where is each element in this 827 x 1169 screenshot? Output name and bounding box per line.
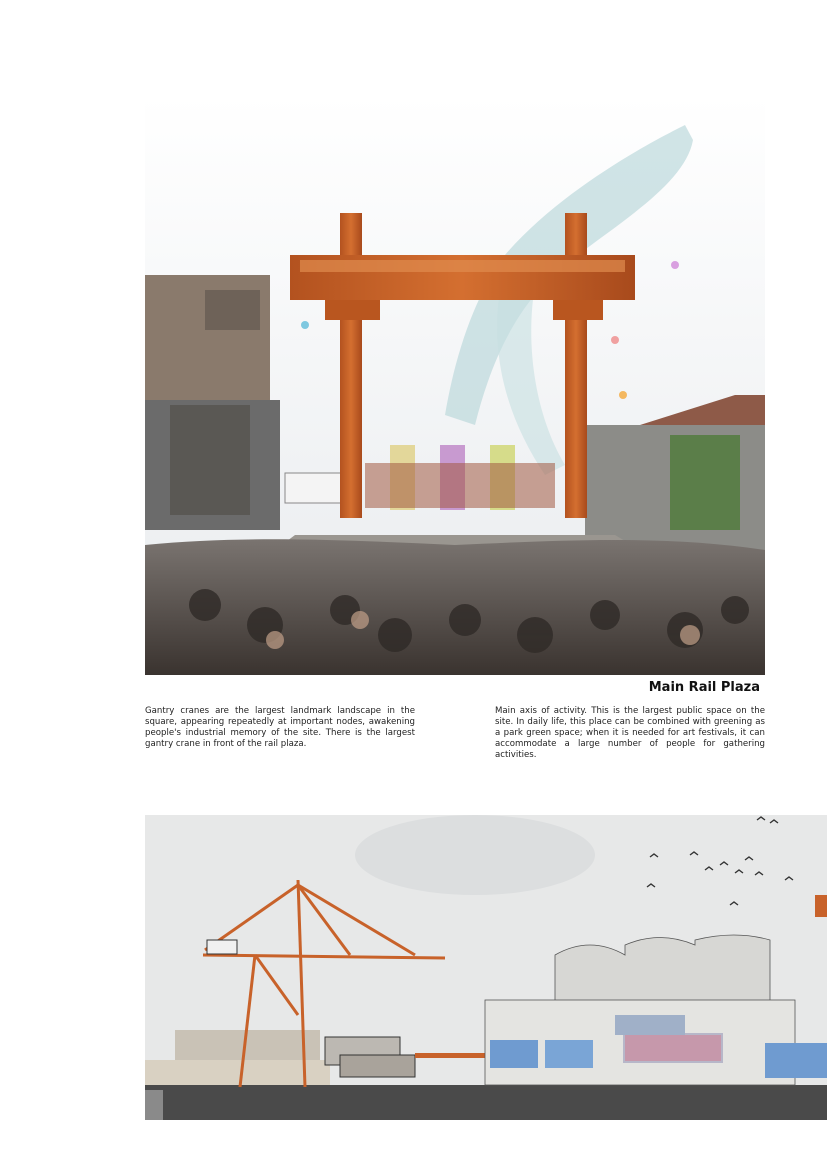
blue-glazing: [765, 1043, 827, 1078]
back-wall: [365, 463, 555, 508]
boxed-unit: [340, 1055, 415, 1077]
crane-fragment: [815, 895, 827, 917]
ground-edge: [145, 1090, 163, 1120]
balloon: [301, 321, 309, 329]
crowd: [145, 539, 765, 675]
plaza-rendering-svg: [145, 95, 765, 675]
plaza-rendering: [145, 95, 765, 675]
site-section-svg: [145, 815, 827, 1120]
stage: [285, 473, 345, 503]
glazing: [615, 1015, 685, 1035]
ground: [145, 1085, 827, 1120]
description-left: Gantry cranes are the largest landmark landscape in the square, appearing repeatedly at important nodes, awakening people's industrial memory of the site. There is the largest gantry crane in front of the rail plaza.: [145, 706, 415, 749]
low-building: [145, 1060, 330, 1085]
crane-bracket-left: [325, 300, 380, 320]
green-wall: [670, 435, 740, 530]
blue-glazing: [490, 1040, 538, 1068]
mid-building: [175, 1030, 320, 1060]
balloon: [611, 336, 619, 344]
balloon: [671, 261, 679, 269]
crane-cab: [207, 940, 237, 954]
glass-block: [170, 405, 250, 515]
crane-bracket-right: [553, 300, 603, 320]
site-section-drawing: [145, 815, 827, 1120]
description-right: Main axis of activity. This is the largest public space on the site. In daily life, this place can be combined with greening as a park green space; when it is needed for art festivals, it can accommodate a large number of people for gathering activities.: [495, 706, 765, 760]
section-title: Main Rail Plaza: [648, 680, 760, 695]
crane-beam-highlight: [300, 260, 625, 272]
balloon: [619, 391, 627, 399]
colour-panel-tint: [625, 1035, 721, 1061]
cloud: [355, 815, 595, 895]
blue-glazing: [545, 1040, 593, 1068]
bridge: [415, 1053, 490, 1058]
building-windows: [205, 290, 260, 330]
